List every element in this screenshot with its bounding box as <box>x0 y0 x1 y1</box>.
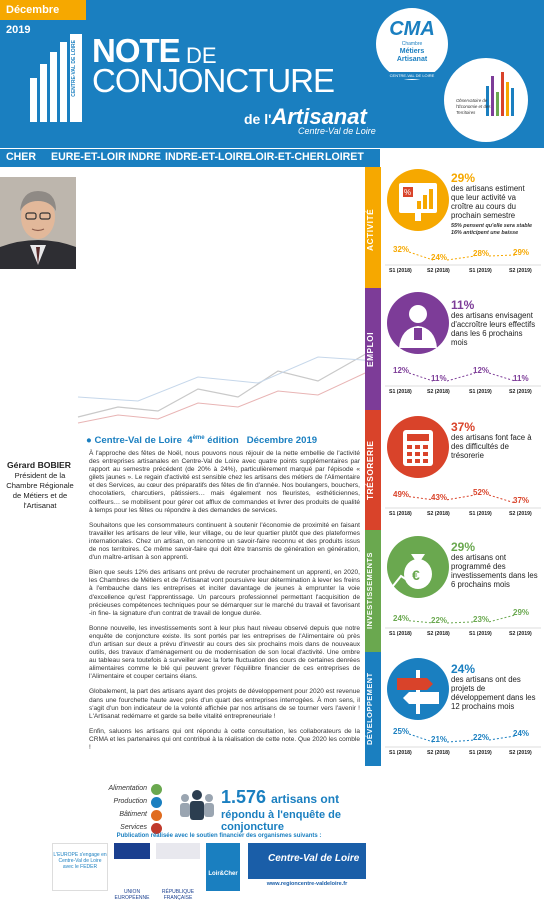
logo-stripes <box>30 34 90 122</box>
calculator-icon <box>387 416 449 478</box>
trend-period: S2 (2019) <box>509 631 532 637</box>
section-label: INVESTISSEMENTS <box>365 552 374 630</box>
trend-segment <box>489 373 515 381</box>
paragraph: Globalement, la part des artisans ayant des projets de développement pour 2020 est revenue dans une fourchette haute avec près d'un quart des entreprises interrogées. À mon sens, il s'agit d'un bon indicateur de la volonté affichée par nos artisans de se tourner vers l'avenir ! L'Artisanat redémarre et garde sa belle vitalité entrepreneuriale ! <box>89 688 360 720</box>
trend-value: 24% <box>393 613 410 623</box>
respondents-count: 1.576 artisans ont <box>221 787 340 807</box>
title-region: Centre-Val de Loire <box>298 126 376 136</box>
trend-period: S1 (2019) <box>469 511 492 517</box>
title-note: NOTE <box>92 32 180 69</box>
money-bag-icon <box>387 536 449 598</box>
legend-batiment: Bâtiment <box>90 809 162 822</box>
eu-logo: UNION EUROPÉENNE <box>114 843 150 891</box>
loiretcher-logo: Loir&Cher <box>206 843 240 891</box>
trend-value: 37% <box>513 496 530 505</box>
title-artisanat: de l'Artisanat <box>244 104 367 129</box>
trend-chart <box>385 361 541 401</box>
section-label: TRÉSORERIE <box>365 440 375 500</box>
employee-icon <box>387 292 449 354</box>
trend-period: S2 (2018) <box>427 750 450 756</box>
trend-period: S1 (2019) <box>469 389 492 395</box>
legend-alimentation: Alimentation <box>90 783 162 796</box>
partner-logos <box>52 843 366 901</box>
trend-segment <box>409 621 433 623</box>
indicator-value: 29% <box>451 171 476 185</box>
signpost-icon <box>387 658 449 720</box>
paragraph: À l'approche des fêtes de Noël, nous pouvons nous réjouir de la nette embellie de l'activité des entreprises artisanales en Centre-Val de Loire avec quatre points supplémentaires par rapport au semestre précédent (de 20% à 24%), particulièrement marqué par l'épisode « gilets jaunes ». Le regain d'activité est sensible chez les artisans des métiers de l'Alimentaire et des Services, au cœur des préparatifs des fêtes de fin d'année. Nos boulangers, bouchers, chocolatiers, charcutiers, pâtissiers… mais également nos fleuristes, esthéticiennes, coiffeurs… se mobilisent pour gérer cet afflux de commandes et livrer des produits de qualité à temps pour les fêtes ou répondre à des demandes de services. <box>89 450 360 514</box>
indicator-note: 16% anticipent une baisse <box>451 230 519 236</box>
cma-logo: CMA Chambre Métiers Artisanat CENTRE-VAL DE LOIRE <box>376 8 448 80</box>
trend-period: S2 (2018) <box>427 268 450 274</box>
svg-text:€: € <box>412 567 420 583</box>
legend-services: Services <box>90 822 162 835</box>
section-tresorerie <box>365 410 544 530</box>
title-de: DE <box>186 43 217 68</box>
trend-period: S2 (2018) <box>427 389 450 395</box>
paragraph: Bonne nouvelle, les investissements sont à leur plus haut niveau observé depuis que notre enquête de conjoncture existe. Ils sont portés par les entreprises de l'Alimentaire où près d'un artisan sur deux a prévu d'investir au cours des six prochains mois dans de nouveaux outils, des travaux d'aménagement ou de modernisation de son local d'activité. Une ombre au tableau sera toutefois à surveiller avec la forte fluctuation des cours de certaines denrées alimentaires comme le blé qui peuvent grever l'équilibre financier de ces entreprises de l'Alimentaire et couper certains élans. <box>89 624 360 681</box>
indicator-description: des artisans font face à des difficultés de trésorerie <box>451 433 532 460</box>
trend-segment <box>409 497 433 500</box>
trend-value: 11% <box>513 374 529 383</box>
paragraph: Enfin, saluons les artisans qui ont répondu à cette consultation, les collaborateurs de la CRMA et les partenaires qui ont contribué à la réalisation de cette note. Que 2020 les comble ! <box>89 727 360 751</box>
section-activite <box>365 167 544 292</box>
indicator-description: des artisans ont programmé des investissements dans les 6 prochains mois <box>451 553 538 589</box>
trend-segment <box>489 255 515 256</box>
indicator-description: des artisans ont des projets de développement dans les 12 prochains mois <box>451 675 536 711</box>
person-role: Président de la Chambre Régionale de Métiers et de l'Artisanat <box>6 471 74 510</box>
people-icon <box>177 788 217 822</box>
trend-value: 22% <box>473 733 490 742</box>
legend-production: Production <box>90 796 162 809</box>
indicator-value: 11% <box>451 298 475 312</box>
trend-segment <box>489 736 515 740</box>
activity-chart-icon <box>387 169 449 231</box>
trend-value: 29% <box>513 608 530 617</box>
indicator-description: des artisans estiment que leur activité va croître au cours du prochain semestre <box>451 184 525 220</box>
trend-period: S2 (2018) <box>427 511 450 517</box>
section-label: EMPLOI <box>365 331 375 367</box>
section-label: ACTIVITÉ <box>365 208 375 251</box>
issue-date: Décembre 2019 <box>0 0 86 20</box>
person-name: Gérard BOBIER <box>7 460 71 470</box>
indicators-column <box>365 167 544 766</box>
section-emploi <box>365 288 544 410</box>
title-conjoncture: CONJONCTURE <box>92 62 334 99</box>
respondents-text: répondu à l'enquête de conjoncture <box>221 809 341 833</box>
trend-period: S2 (2018) <box>427 631 450 637</box>
trend-period: S1 (2018) <box>389 268 412 274</box>
dept-loiret: LOIRET <box>325 151 364 163</box>
trend-period: S1 (2018) <box>389 750 412 756</box>
indicator-description: des artisans envisagent d'accroître leurs effectifs dans les 6 prochains mois <box>451 311 536 347</box>
indicator-value: 37% <box>451 420 476 434</box>
trend-period: S1 (2019) <box>469 750 492 756</box>
trend-period: S2 (2019) <box>509 750 532 756</box>
svg-text:%: % <box>404 188 412 197</box>
trend-chart <box>385 722 541 762</box>
trend-period: S1 (2018) <box>389 389 412 395</box>
trend-chart <box>385 603 541 643</box>
trend-segment <box>447 740 475 742</box>
paragraph: Souhaitons que les consommateurs continuent à soutenir l'économie de proximité en faisant travailler les artisans de leur ville, leur village, ou de leur quartier plutôt que des plateformes internationales. Chez un artisan, on rencontre un savoir-faire reconnu et des produits issus de nos territoires. Ce même savoir-faire qui doit être transmis de génération en génération, d'un maître-artisan à son apprenti. <box>89 521 360 562</box>
trend-value: 52% <box>473 488 490 497</box>
trend-value: 22% <box>431 616 448 625</box>
dept-eure-et-loir: EURE-ET-LOIR <box>51 151 126 163</box>
paragraph: Bien que seuls 12% des artisans ont prévu de recruter prochainement un apprenti, en 2020, les Chambres de Métiers et de l'Artisanat vont poursuivre leur détermination à lever les freins à l'embauche dans les entreprises et inciter davantage de jeunes à emprunter la voie d'excellence qu'est l'apprentissage. Un parcours professionnel permettant l'acquisition de précieuses compétences techniques pour se démarquer sur le marché du travail et favorisant -in fine- la signature d'un contrat de travail de longue durée. <box>89 569 360 617</box>
trend-segment <box>489 495 515 503</box>
trend-chart <box>385 483 541 523</box>
region-logo: Centre-Val de Loire <box>248 843 366 879</box>
observatoire-logo: Observatoire de l'Économie et des Territoires <box>444 58 528 142</box>
europe-logo: L'EUROPE s'engage en Centre-Val de Loire avec le FEDER <box>52 843 108 891</box>
edition-line: ● Centre-Val de Loire 4ème édition Décembre 2019 <box>86 435 318 447</box>
indicator-note: 55% pensent qu'elle sera stable <box>451 223 532 229</box>
decorative-graph <box>78 337 378 427</box>
indicator-value: 29% <box>451 540 476 554</box>
trend-value: 28% <box>473 249 490 258</box>
trend-segment <box>489 615 515 622</box>
trend-value: 12% <box>393 366 410 375</box>
region-url: www.regioncentre-valdeloire.fr <box>266 881 348 887</box>
trend-value: 12% <box>473 366 490 375</box>
trend-value: 21% <box>431 735 448 744</box>
trend-segment <box>447 622 475 623</box>
dept-indre-et-loire: INDRE-ET-LOIRE <box>165 151 251 163</box>
editorial-text <box>89 450 360 759</box>
dept-indre: INDRE <box>128 151 161 163</box>
portrait-photo <box>0 177 76 269</box>
trend-segment <box>409 373 433 381</box>
trend-segment <box>409 252 433 260</box>
trend-segment <box>447 495 475 500</box>
trend-period: S1 (2019) <box>469 631 492 637</box>
trend-segment <box>447 256 475 260</box>
dept-cher: CHER <box>6 151 37 163</box>
section-developpement <box>365 652 544 766</box>
sector-legend <box>90 783 162 835</box>
trend-period: S2 (2019) <box>509 389 532 395</box>
dept-loir-et-cher: LOIR-ET-CHER <box>249 151 325 163</box>
trend-value: 24% <box>431 253 448 262</box>
trend-value: 25% <box>393 727 410 736</box>
trend-value: 11% <box>431 374 447 383</box>
region-vertical-label: CENTRE-VAL DE LOIRE <box>71 40 77 97</box>
section-investissements <box>365 530 544 652</box>
header-banner <box>0 0 544 148</box>
publication-note: Publication réalisée avec le soutien financier des organismes suivants : <box>116 833 322 839</box>
trend-segment <box>447 373 475 381</box>
trend-value: 32% <box>393 245 410 254</box>
trend-value: 43% <box>431 492 448 502</box>
trend-value: 23% <box>473 614 490 624</box>
trend-value: 24% <box>513 729 530 738</box>
trend-period: S1 (2018) <box>389 511 412 517</box>
editorial-column <box>0 167 380 901</box>
trend-chart <box>385 240 541 280</box>
trend-period: S2 (2019) <box>509 511 532 517</box>
trend-period: S2 (2019) <box>509 268 532 274</box>
trend-value: 49% <box>393 489 410 499</box>
trend-segment <box>409 734 433 742</box>
section-label: DÉVELOPPEMENT <box>365 672 374 746</box>
trend-period: S1 (2019) <box>469 268 492 274</box>
republique-logo: RÉPUBLIQUE FRANÇAISE <box>156 843 200 891</box>
trend-period: S1 (2018) <box>389 631 412 637</box>
departments-bar <box>0 148 380 167</box>
cma-mark: CMA <box>389 18 435 40</box>
indicator-value: 24% <box>451 662 476 676</box>
trend-value: 29% <box>513 248 530 257</box>
